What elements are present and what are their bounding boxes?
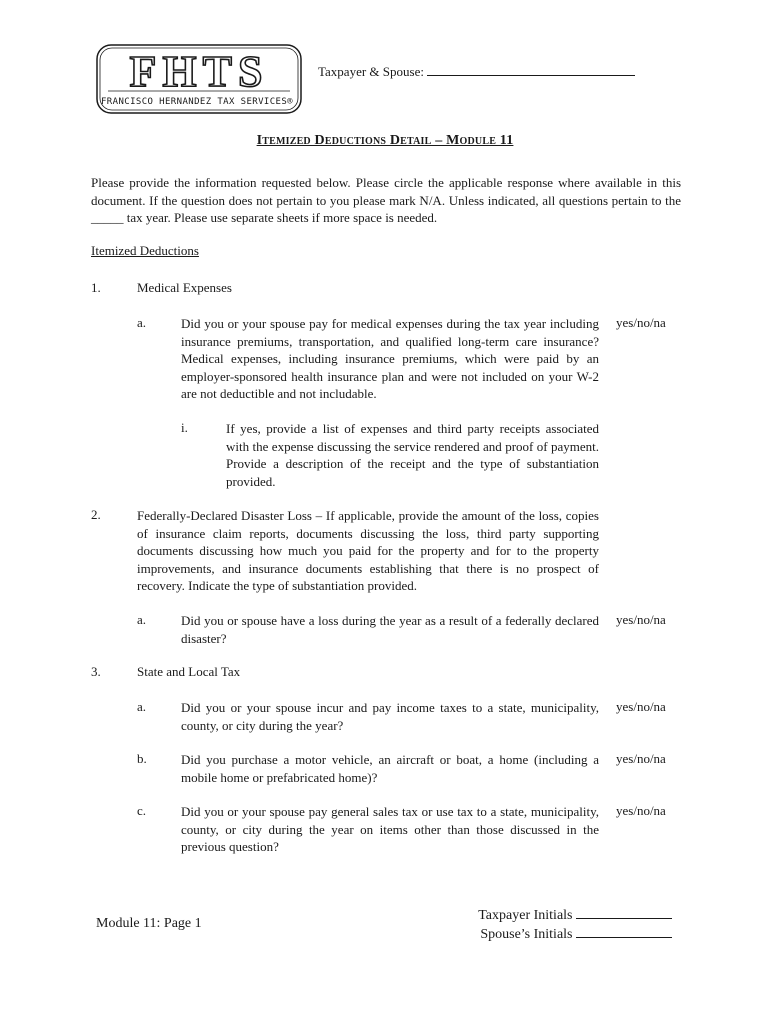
spouse-initials-blank[interactable]: [576, 926, 672, 938]
section-heading: Itemized Deductions: [91, 243, 199, 258]
question-text: Did you or spouse have a loss during the year as a result of a federally declared disaster?: [181, 613, 599, 646]
spouse-initials-label: Spouse’s Initials: [480, 927, 573, 942]
question-text: Did you purchase a motor vehicle, an aircraft or boat, a home (including a mobile home or prefabricated home)?: [181, 752, 599, 785]
fhts-logo-graphic: [96, 44, 302, 114]
taxpayer-spouse-field[interactable]: [318, 64, 635, 80]
spouse-initials-field[interactable]: [470, 925, 672, 944]
item-number: 1.: [91, 280, 101, 295]
item-title: Federally-Declared Disaster Loss – If applicable, provide the amount of the loss, copies of insurance claim reports, documents discussing the loss, third party supporting documents discussing how much you paid for the property and for to the property improvements, and insurance documents establishing that there is no prospect of recovery. Indicate the type of substantiation provided.: [137, 508, 599, 593]
question-text: Did you or your spouse pay general sales tax or use tax to a state, municipality, county, or city during the year on items other than those discussed in the previous question?: [181, 804, 599, 854]
answer-choice[interactable]: yes/no/na: [616, 803, 666, 818]
question-text: Did you or your spouse pay for medical expenses during the tax year including insurance premiums, transportation, and qualified long-term care insurance? Medical expenses, including insurance premiums, which were paid by an employer-sponsored health insurance plan and were not included on your W-2 are not deductible and not includable.: [181, 316, 599, 401]
instruction-text: If yes, provide a list of expenses and third party receipts associated with the expense discussing the service rendered and proof of payment. Provide a description of the receipt and the type of substantiation provided.: [226, 421, 599, 489]
page-title: Itemized Deductions Detail – Module 11: [256, 133, 514, 148]
page-label: Module 11: Page 1: [96, 916, 202, 931]
svg-text:FRANCISCO HERNANDEZ TAX SERVIC: FRANCISCO HERNANDEZ TAX SERVICES®: [100, 97, 294, 107]
roman-numeral: i.: [181, 420, 188, 435]
sub-letter: b.: [137, 751, 147, 766]
item-number: 2.: [91, 507, 101, 522]
item-title: State and Local Tax: [137, 664, 241, 679]
initials-block: [470, 906, 672, 944]
answer-choice[interactable]: yes/no/na: [616, 751, 666, 766]
taxpayer-initials-blank[interactable]: [576, 907, 672, 919]
taxpayer-initials-field[interactable]: [470, 906, 672, 925]
taxpayer-initials-label: Taxpayer Initials: [478, 908, 573, 923]
sub-letter: a.: [137, 315, 147, 330]
item-number: 3.: [91, 664, 101, 679]
taxpayer-spouse-blank[interactable]: [427, 64, 635, 76]
sub-letter: a.: [137, 612, 147, 627]
fhts-logo: [96, 44, 302, 114]
answer-choice[interactable]: yes/no/na: [616, 699, 666, 714]
sub-letter: a.: [137, 699, 147, 714]
question-text: Did you or your spouse incur and pay income taxes to a state, municipality, county, or city during the year?: [181, 700, 599, 733]
svg-text:FHTS: FHTS: [129, 47, 269, 96]
sub-letter: c.: [137, 803, 147, 818]
item-title: Medical Expenses: [137, 280, 232, 295]
answer-choice[interactable]: yes/no/na: [616, 612, 666, 627]
intro-paragraph: Please provide the information requested below. Please circle the applicable response where available in this document. If the question does not pertain to you please mark N/A. Unless indicated, all questions pertain to the _____ tax year. Please use separate sheets if more space is needed.: [91, 175, 681, 225]
taxpayer-spouse-label: Taxpayer & Spouse:: [318, 64, 424, 79]
answer-choice[interactable]: yes/no/na: [616, 315, 666, 330]
